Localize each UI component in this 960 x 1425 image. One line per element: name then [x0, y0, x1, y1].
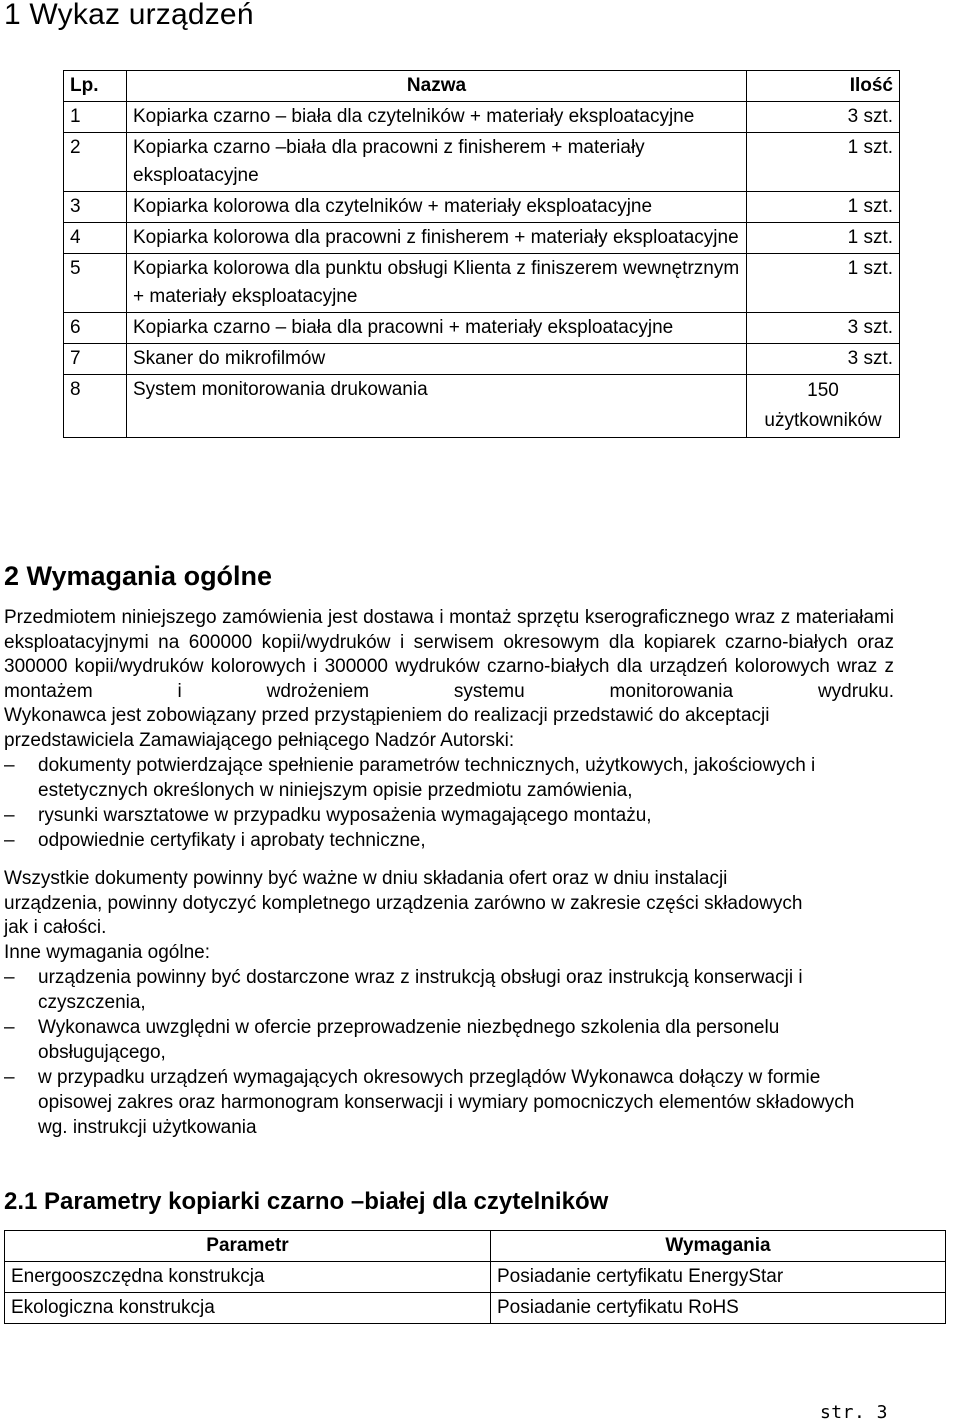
devices-table [63, 70, 900, 438]
list-item [4, 1015, 864, 1065]
dash-bullet: – [4, 1017, 15, 1038]
list-item [4, 828, 894, 853]
paragraph-contractor: Wykonawca jest zobowiązany przed przystąpieniem do realizacji przedstawić do akceptacji przedstawiciela Zamawiającego pełniącego Nadzór Autorski: [4, 705, 770, 751]
table-row [64, 313, 900, 344]
row-qty: 1 szt. [747, 192, 900, 223]
row-parameter: Ekologiczna konstrukcja [5, 1293, 491, 1324]
section-2-heading: 2 Wymagania ogólne [4, 561, 273, 591]
list-item [4, 1065, 864, 1140]
table-row [5, 1293, 946, 1324]
table-row [5, 1262, 946, 1293]
table-row [64, 254, 900, 313]
other-requirements-list [4, 965, 864, 1140]
row-name: System monitorowania drukowania [127, 375, 747, 438]
row-name: Kopiarka kolorowa dla punktu obsługi Klienta z finiszerem wewnętrznym + materiały eksploatacyjne [127, 254, 747, 313]
list-item-text: w przypadku urządzeń wymagających okresowych przeglądów Wykonawca dołączy w formie opisowej zakres oraz harmonogram konserwacji i wymiary pomocniczych elementów składowych wg. instrukcji użytkowania [38, 1067, 855, 1138]
list-item-text: odpowiednie certyfikaty i aprobaty techniczne, [38, 830, 426, 851]
row-name: Kopiarka kolorowa dla czytelników + materiały eksploatacyjne [127, 192, 747, 223]
section-2-body [4, 606, 894, 1140]
row-qty: 3 szt. [747, 344, 900, 375]
row-parameter: Energooszczędna konstrukcja [5, 1262, 491, 1293]
row-lp: 6 [64, 313, 127, 344]
row-qty: 1 szt. [747, 223, 900, 254]
row-lp: 8 [64, 375, 127, 438]
list-item-text: Wykonawca uwzględni w ofercie przeprowadzenie niezbędnego szkolenia dla personelu obsługującego, [38, 1017, 780, 1063]
list-item-text: rysunki warsztatowe w przypadku wyposażenia wymagającego montażu, [38, 805, 652, 826]
paragraph-other-requirements: Inne wymagania ogólne: [4, 941, 210, 963]
dash-bullet: – [4, 967, 15, 988]
devices-table-header [64, 71, 900, 102]
header-qty: Ilość [747, 71, 900, 102]
row-name: Kopiarka czarno – biała dla pracowni + materiały eksploatacyjne [127, 313, 747, 344]
parameters-table [4, 1230, 946, 1324]
table-row [64, 223, 900, 254]
list-item [4, 803, 894, 828]
row-lp: 4 [64, 223, 127, 254]
list-item [4, 753, 894, 803]
table-row [64, 102, 900, 133]
row-name: Kopiarka czarno –biała dla pracowni z finisherem + materiały eksploatacyjne [127, 133, 747, 192]
dash-bullet: – [4, 805, 15, 826]
parameters-table-header [5, 1231, 946, 1262]
row-qty: 150 użytkowników [747, 375, 900, 438]
paragraph-scope: Przedmiotem niniejszego zamówienia jest dostawa i montaż sprzętu kserograficznego wraz z materiałami eksploatacyjnymi na 600000 kopii/wydruków i serwisem okresowym dla kopiarek czarno-białych oraz 300000 kopii/wydruków kolorowych i 300000 wydruków czarno-białych dla urządzeń kolorowych wraz z montażem i wdrożeniem systemu monitorowania wydruku. [4, 607, 894, 702]
header-requirements: Wymagania [491, 1231, 946, 1262]
dash-bullet: – [4, 1067, 15, 1088]
row-qty: 1 szt. [747, 133, 900, 192]
header-lp: Lp. [64, 71, 127, 102]
row-qty: 1 szt. [747, 254, 900, 313]
row-name: Kopiarka kolorowa dla pracowni z finisherem + materiały eksploatacyjne [127, 223, 747, 254]
row-lp: 3 [64, 192, 127, 223]
page-number: str. 3 [819, 1402, 888, 1423]
row-lp: 2 [64, 133, 127, 192]
list-item-text: urządzenia powinny być dostarczone wraz z instrukcją obsługi oraz instrukcją konserwacji i czyszczenia, [38, 967, 803, 1013]
table-row [64, 375, 900, 438]
row-requirement: Posiadanie certyfikatu RoHS [491, 1293, 946, 1324]
row-lp: 5 [64, 254, 127, 313]
header-name: Nazwa [127, 71, 747, 102]
row-lp: 7 [64, 344, 127, 375]
section-2-1-heading: 2.1 Parametry kopiarki czarno –białej dla czytelników [4, 1188, 609, 1215]
table-row [64, 192, 900, 223]
paragraph-documents-validity: Wszystkie dokumenty powinny być ważne w dniu składania ofert oraz w dniu instalacji urządzenia, powinny dotyczyć kompletnego urządzenia zarówno w zakresie części składowych jak i całości. [4, 868, 803, 938]
header-parameter: Parametr [5, 1231, 491, 1262]
row-qty: 3 szt. [747, 313, 900, 344]
documents-list [4, 753, 894, 853]
row-name: Kopiarka czarno – biała dla czytelników + materiały eksploatacyjne [127, 102, 747, 133]
dash-bullet: – [4, 755, 15, 776]
table-row [64, 133, 900, 192]
dash-bullet: – [4, 830, 15, 851]
row-requirement: Posiadanie certyfikatu EnergyStar [491, 1262, 946, 1293]
row-lp: 1 [64, 102, 127, 133]
list-item-text: dokumenty potwierdzające spełnienie parametrów technicznych, użytkowych, jakościowych i estetycznych określonych w niniejszym opisie przedmiotu zamówienia, [38, 755, 816, 801]
table-row [64, 344, 900, 375]
section-1-heading: 1 Wykaz urządzeń [4, 0, 254, 31]
list-item [4, 965, 864, 1015]
row-qty: 3 szt. [747, 102, 900, 133]
row-name: Skaner do mikrofilmów [127, 344, 747, 375]
